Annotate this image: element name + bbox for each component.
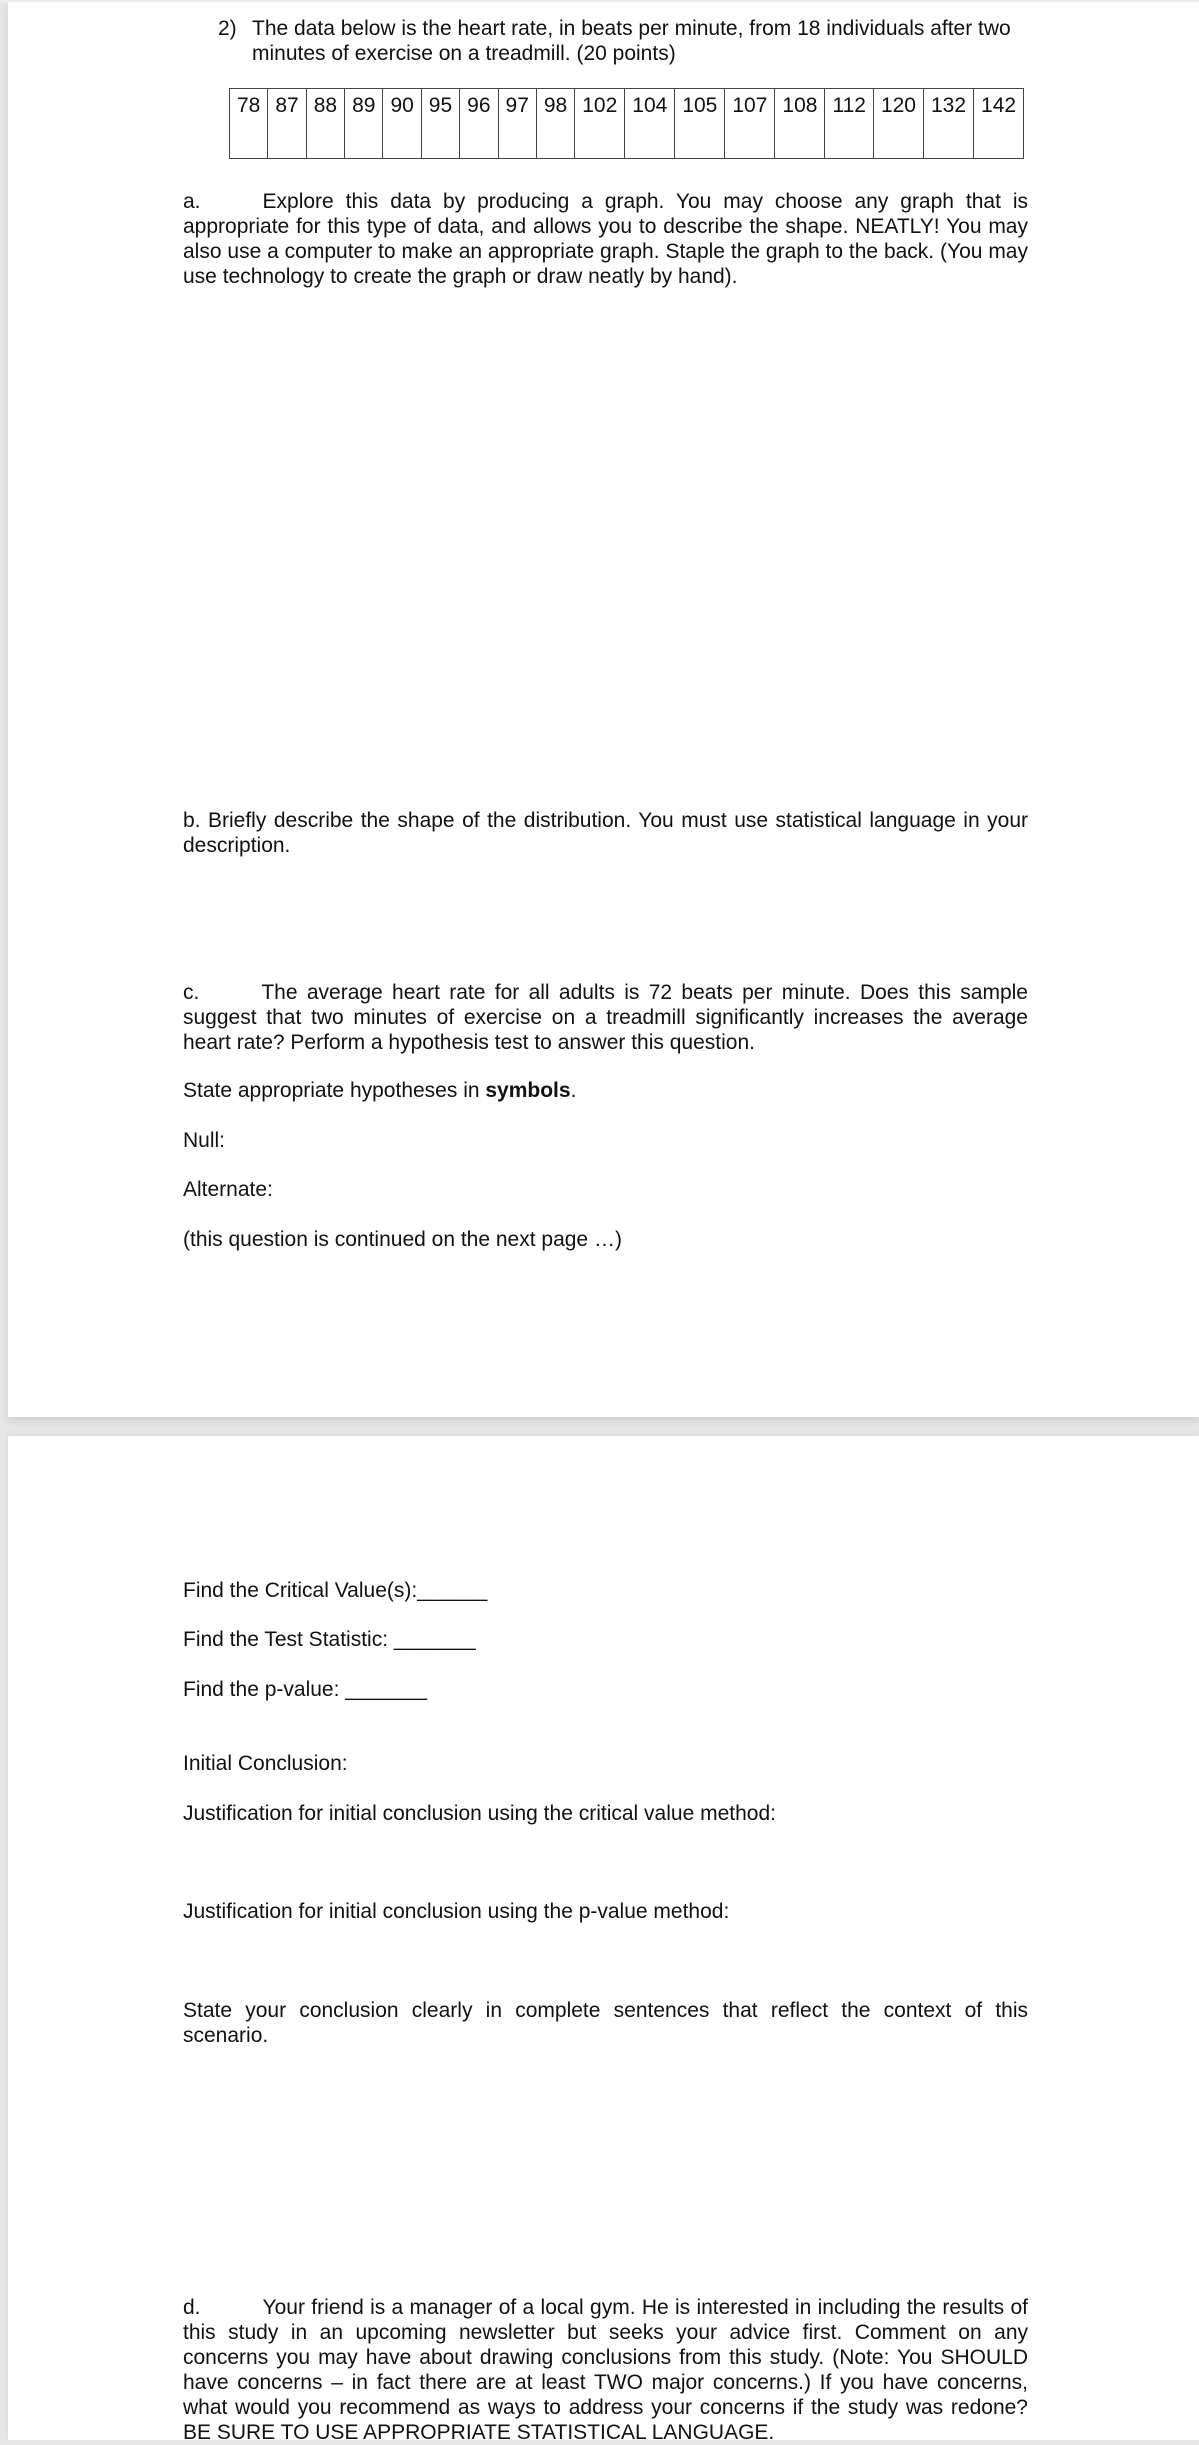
critical-value-justification-prompt: Justification for initial conclusion using the critical value method: xyxy=(183,1802,776,1825)
data-row xyxy=(230,89,1024,159)
data-cell: 105 xyxy=(675,89,725,159)
p-value-prompt: Find the p-value: _______ xyxy=(183,1678,428,1701)
part-d-text: Your friend is a manager of a local gym. He is interested in including the results of this study in an upcoming newsletter but seeks your advice first. Comment on any concerns you may have about drawing conclusions from this study. (Note: You SHOULD have concerns – in fact there are at least TWO major concerns.) If you have concerns, what would you recommend as ways to address your concerns if the study was redone? BE SURE TO USE APPROPRIATE STATISTICAL LANGUAGE. xyxy=(183,2296,1028,2444)
initial-conclusion-prompt: Initial Conclusion: xyxy=(183,1752,348,1775)
data-cell: 107 xyxy=(725,89,775,159)
hypotheses-prompt-text: State appropriate hypotheses in xyxy=(183,1079,486,1102)
data-cell: 112 xyxy=(825,89,873,159)
data-cell: 90 xyxy=(383,89,421,159)
question-intro: The data below is the heart rate, in beats per minute, from 18 individuals after two minutes of exercise on a treadmill. (20 points) xyxy=(252,17,1011,65)
data-cell: 96 xyxy=(460,89,498,159)
critical-value-prompt: Find the Critical Value(s):______ xyxy=(183,1579,488,1602)
hypotheses-prompt-period: . xyxy=(570,1079,577,1102)
part-a-instructions xyxy=(183,189,1028,289)
part-d-instructions xyxy=(183,2295,1028,2445)
data-cell: 132 xyxy=(924,89,974,159)
hypotheses-prompt xyxy=(183,1078,576,1103)
data-cell: 95 xyxy=(421,89,459,159)
p-value-justification-prompt: Justification for initial conclusion using the p-value method: xyxy=(183,1900,730,1923)
data-cell: 108 xyxy=(775,89,825,159)
hypotheses-prompt-emphasis: symbols xyxy=(485,1079,571,1102)
state-conclusion-prompt: State your conclusion clearly in complete sentences that reflect the context of this scenario. xyxy=(183,1999,1028,2047)
heart-rate-data-table xyxy=(229,88,1024,159)
document-page-2 xyxy=(8,1436,1199,2444)
test-statistic-prompt: Find the Test Statistic: _______ xyxy=(183,1628,476,1651)
question-number: 2) xyxy=(218,17,237,40)
data-cell: 142 xyxy=(974,89,1024,159)
part-d-label: d. xyxy=(183,2296,201,2319)
data-cell: 102 xyxy=(575,89,625,159)
data-cell: 88 xyxy=(306,89,344,159)
alternate-hypothesis-label: Alternate: xyxy=(183,1178,273,1201)
continued-note: (this question is continued on the next page …) xyxy=(183,1228,622,1251)
data-cell: 78 xyxy=(230,89,268,159)
part-c-text: The average heart rate for all adults is 72 beats per minute. Does this sample suggest that two minutes of exercise on a treadmill significantly increases the average heart rate? Perform a hypothesis test to answer this question. xyxy=(183,981,1028,1054)
null-hypothesis-label: Null: xyxy=(183,1129,226,1152)
data-cell: 89 xyxy=(345,89,383,159)
part-c-label: c. xyxy=(183,981,200,1004)
data-cell: 87 xyxy=(268,89,306,159)
part-b-instructions: b. Briefly describe the shape of the distribution. You must use statistical language in your description. xyxy=(183,809,1028,857)
data-cell: 97 xyxy=(498,89,536,159)
document-page-1 xyxy=(8,2,1199,1417)
part-a-label: a. xyxy=(183,190,201,213)
data-cell: 98 xyxy=(536,89,574,159)
data-cell: 104 xyxy=(625,89,675,159)
part-a-text: Explore this data by producing a graph. You may choose any graph that is appropriate for this type of data, and allows you to describe the shape. NEATLY! You may also use a computer to make an appropriate graph. Staple the graph to the back. (You may use technology to create the graph or draw neatly by hand). xyxy=(183,190,1028,288)
part-c-instructions xyxy=(183,980,1028,1055)
data-cell: 120 xyxy=(873,89,923,159)
